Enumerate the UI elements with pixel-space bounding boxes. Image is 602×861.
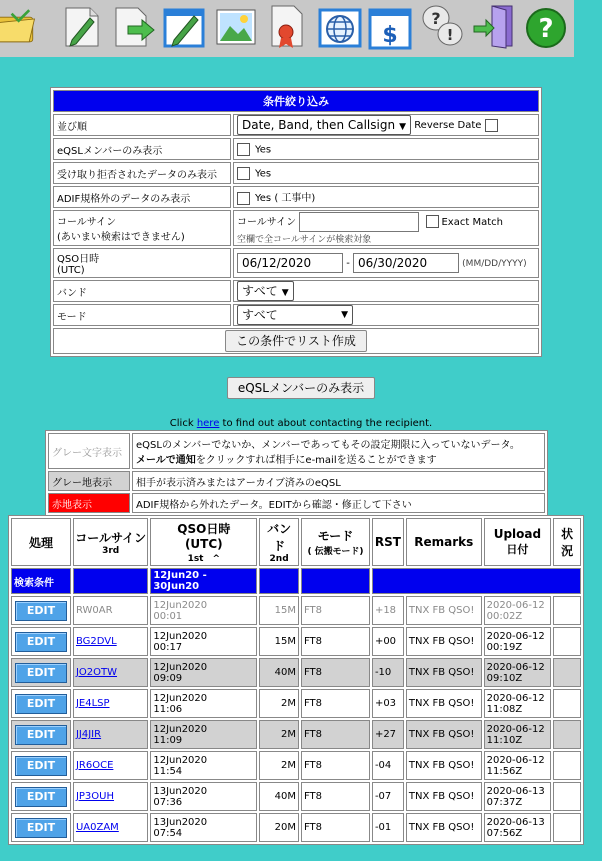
member-only-yes: Yes <box>255 144 272 155</box>
col-band[interactable]: バンド 2nd <box>259 518 299 566</box>
date-to-input[interactable]: 06/30/2020 <box>353 253 459 273</box>
legend-red-bg-key: 赤地表示 <box>48 493 130 513</box>
mode-label: モード <box>53 304 231 326</box>
edit-button[interactable]: EDIT <box>15 694 67 714</box>
rst-cell: -07 <box>372 782 404 811</box>
mode-cell: FT8 <box>301 720 370 749</box>
col-qso-date[interactable]: QSO日時 (UTC) 1st ^ <box>150 518 257 566</box>
exact-match-label: Exact Match <box>441 216 503 228</box>
dollar-icon[interactable] <box>368 2 412 50</box>
edit-button[interactable]: EDIT <box>15 787 67 807</box>
action-cell <box>11 689 71 718</box>
upload-date-cell: 2020-06-12 11:56Z <box>484 751 552 780</box>
status-cell <box>553 751 581 780</box>
create-list-button[interactable]: この条件でリスト作成 <box>225 330 367 352</box>
band-label: バンド <box>53 280 231 302</box>
question-balloon-icon[interactable] <box>420 2 464 50</box>
sort-label: 並び順 <box>53 114 231 136</box>
edit-document-icon[interactable] <box>60 2 104 50</box>
remarks-cell: TNX FB QSO! <box>406 720 482 749</box>
callsign-link[interactable]: JO2OTW <box>75 667 118 678</box>
table-row <box>11 627 581 656</box>
member-only-label: eQSLメンバーのみ表示 <box>53 138 231 160</box>
status-cell <box>553 813 581 842</box>
band-cell: 15M <box>259 596 299 625</box>
band-select[interactable]: すべて ▼ <box>237 281 294 301</box>
callsign-link[interactable]: JR6OCE <box>75 760 114 771</box>
legend-gray-text-desc: eQSLのメンバーでないか、メンバーであってもその設定期限に入っていないデータ。 メールで通知をクリックすれば相手にe-mailを送ることができます <box>132 433 545 469</box>
mode-cell: FT8 <box>301 658 370 687</box>
rst-cell: +03 <box>372 689 404 718</box>
col-upload: Upload 日付 <box>484 518 552 566</box>
band-cell: 2M <box>259 720 299 749</box>
mode-select[interactable]: すべて ▼ <box>237 305 353 325</box>
qso-date-label: QSO日時 (UTC) <box>53 248 231 278</box>
col-rst: RST <box>372 518 404 566</box>
legend-gray-bg-key: グレー地表示 <box>48 471 130 491</box>
status-cell <box>553 596 581 625</box>
upload-date-cell: 2020-06-13 07:56Z <box>484 813 552 842</box>
edit-button[interactable]: EDIT <box>15 601 67 621</box>
status-cell <box>553 627 581 656</box>
upload-date-cell: 2020-06-12 00:02Z <box>484 596 552 625</box>
rst-cell: +27 <box>372 720 404 749</box>
image-icon[interactable] <box>214 2 258 50</box>
sort-select[interactable]: Date, Band, then Callsign ▼ <box>237 115 411 135</box>
adif-yes: Yes ( 工事中) <box>255 193 316 205</box>
date-from-input[interactable]: 06/12/2020 <box>237 253 343 273</box>
qso-date-cell: 12Jun2020 09:09 <box>150 658 257 687</box>
action-cell <box>11 658 71 687</box>
callsign-cell <box>73 689 148 718</box>
qso-date-cell: 13Jun2020 07:36 <box>150 782 257 811</box>
callsign-link[interactable]: JP3OUH <box>75 791 115 802</box>
toolbar <box>0 0 574 57</box>
band-cell: 2M <box>259 689 299 718</box>
adif-label: ADIF規格外のデータのみ表示 <box>53 186 231 208</box>
status-cell <box>553 720 581 749</box>
action-cell <box>11 813 71 842</box>
filter-title: 条件絞り込み <box>53 90 539 112</box>
callsign-cell <box>73 658 148 687</box>
legend-gray-bg-desc: 相手が表示済みまたはアーカイブ済みのeQSL <box>132 471 545 491</box>
callsign-cell <box>73 751 148 780</box>
action-cell <box>11 782 71 811</box>
callsign-link[interactable]: JE4LSP <box>75 698 110 709</box>
mode-cell: FT8 <box>301 689 370 718</box>
table-row <box>11 813 581 842</box>
date-separator: - <box>346 258 350 269</box>
edit-button[interactable]: EDIT <box>15 756 67 776</box>
col-remarks: Remarks <box>406 518 482 566</box>
col-callsign[interactable]: コールサイン 3rd <box>73 518 148 566</box>
edit-window-icon[interactable] <box>162 2 206 50</box>
legend-gray-text-key: グレー文字表示 <box>48 433 130 469</box>
upload-date-cell: 2020-06-12 00:19Z <box>484 627 552 656</box>
col-action: 処理 <box>11 518 71 566</box>
globe-icon[interactable] <box>318 2 362 50</box>
table-row <box>11 658 581 687</box>
rst-cell: -01 <box>372 813 404 842</box>
status-cell <box>553 689 581 718</box>
callsign-hint: 空欄で全コールサインが検索対象 <box>237 234 372 245</box>
edit-button[interactable]: EDIT <box>15 632 67 652</box>
band-cell: 40M <box>259 782 299 811</box>
mode-cell: FT8 <box>301 627 370 656</box>
upload-date-cell: 2020-06-13 07:37Z <box>484 782 552 811</box>
qso-date-cell: 12Jun2020 11:09 <box>150 720 257 749</box>
qso-date-cell: 12Jun2020 00:01 <box>150 596 257 625</box>
chevron-down-icon: ▼ <box>341 310 348 320</box>
chevron-down-icon: ▼ <box>281 288 289 298</box>
exact-match-checkbox[interactable] <box>426 215 439 228</box>
certificate-icon[interactable] <box>266 2 310 50</box>
action-cell <box>11 596 71 625</box>
contact-info-line: Click here to find out about contacting the recipient. <box>169 418 433 429</box>
mode-cell: FT8 <box>301 751 370 780</box>
rejected-checkbox[interactable] <box>237 167 250 180</box>
action-cell <box>11 751 71 780</box>
edit-button[interactable]: EDIT <box>15 663 67 683</box>
table-row <box>11 596 581 625</box>
mode-cell: FT8 <box>301 782 370 811</box>
rst-cell: +00 <box>372 627 404 656</box>
rst-cell: -04 <box>372 751 404 780</box>
remarks-cell: TNX FB QSO! <box>406 627 482 656</box>
rst-cell: -10 <box>372 658 404 687</box>
col-mode: モード ( 伝搬モード) <box>301 518 370 566</box>
svg-text:?: ? <box>538 14 554 44</box>
status-cell <box>553 658 581 687</box>
help-icon[interactable] <box>524 2 568 50</box>
band-cell: 2M <box>259 751 299 780</box>
member-only-checkbox[interactable] <box>237 143 250 156</box>
edit-button[interactable]: EDIT <box>15 725 67 745</box>
callsign-cell <box>73 782 148 811</box>
remarks-cell: TNX FB QSO! <box>406 658 482 687</box>
folder-icon[interactable] <box>0 2 44 50</box>
exit-door-icon[interactable] <box>472 2 516 50</box>
callsign-cell: RW0AR <box>73 596 148 625</box>
band-cell: 40M <box>259 658 299 687</box>
qso-date-cell: 12Jun2020 00:17 <box>150 627 257 656</box>
search-condition-range: 12Jun20 - 30Jun20 <box>150 568 257 594</box>
upload-date-cell: 2020-06-12 11:08Z <box>484 689 552 718</box>
adif-checkbox[interactable] <box>237 192 250 205</box>
callsign-cell <box>73 813 148 842</box>
filter-panel <box>50 87 542 357</box>
member-only-area <box>0 377 602 399</box>
qso-date-cell: 12Jun2020 11:06 <box>150 689 257 718</box>
rst-cell: +18 <box>372 596 404 625</box>
legend-red-bg-desc: ADIF規格から外れたデータ。EDITから確認・修正して下さい <box>132 493 545 513</box>
remarks-cell: TNX FB QSO! <box>406 813 482 842</box>
band-cell: 15M <box>259 627 299 656</box>
col-status: 状況 <box>553 518 581 566</box>
callsign-link[interactable]: UA0ZAM <box>75 822 119 833</box>
callsign-cell <box>73 720 148 749</box>
band-cell: 20M <box>259 813 299 842</box>
export-document-icon[interactable] <box>112 2 156 50</box>
callsign-input[interactable] <box>299 212 419 232</box>
svg-text:!: ! <box>446 26 454 44</box>
qso-date-cell: 12Jun2020 11:54 <box>150 751 257 780</box>
upload-date-cell: 2020-06-12 11:10Z <box>484 720 552 749</box>
reverse-date-checkbox[interactable] <box>485 119 498 132</box>
member-only-button[interactable]: eQSLメンバーのみ表示 <box>227 377 375 399</box>
reverse-date-label: Reverse Date <box>414 120 482 131</box>
table-row <box>11 782 581 811</box>
status-cell <box>553 782 581 811</box>
search-condition-label: 検索条件 <box>11 568 71 594</box>
log-table <box>8 515 584 845</box>
remarks-cell: TNX FB QSO! <box>406 782 482 811</box>
action-cell <box>11 627 71 656</box>
remarks-cell: TNX FB QSO! <box>406 689 482 718</box>
upload-date-cell: 2020-06-12 09:10Z <box>484 658 552 687</box>
remarks-cell: TNX FB QSO! <box>406 596 482 625</box>
table-row <box>11 720 581 749</box>
qso-date-cell: 13Jun2020 07:54 <box>150 813 257 842</box>
search-condition-row <box>11 568 581 594</box>
action-cell <box>11 720 71 749</box>
svg-text:$: $ <box>382 23 398 48</box>
rejected-label: 受け取り拒否されたデータのみ表示 <box>53 162 231 184</box>
callsign-field-label: コールサイン <box>237 216 297 228</box>
svg-text:?: ? <box>431 9 441 28</box>
rejected-yes: Yes <box>255 168 272 179</box>
callsign-label: コールサイン (あいまい検索はできません) <box>53 210 231 246</box>
callsign-cell <box>73 627 148 656</box>
legend-table <box>45 430 548 516</box>
table-row <box>11 689 581 718</box>
callsign-link[interactable]: JJ4JIR <box>75 729 102 740</box>
callsign-link[interactable]: BG2DVL <box>75 636 117 647</box>
remarks-cell: TNX FB QSO! <box>406 751 482 780</box>
mode-cell: FT8 <box>301 596 370 625</box>
table-row <box>11 751 581 780</box>
chevron-down-icon: ▼ <box>399 122 406 132</box>
edit-button[interactable]: EDIT <box>15 818 67 838</box>
contact-here-link[interactable]: here <box>196 418 220 429</box>
date-format-hint: (MM/DD/YYYY) <box>462 259 527 269</box>
mode-cell: FT8 <box>301 813 370 842</box>
